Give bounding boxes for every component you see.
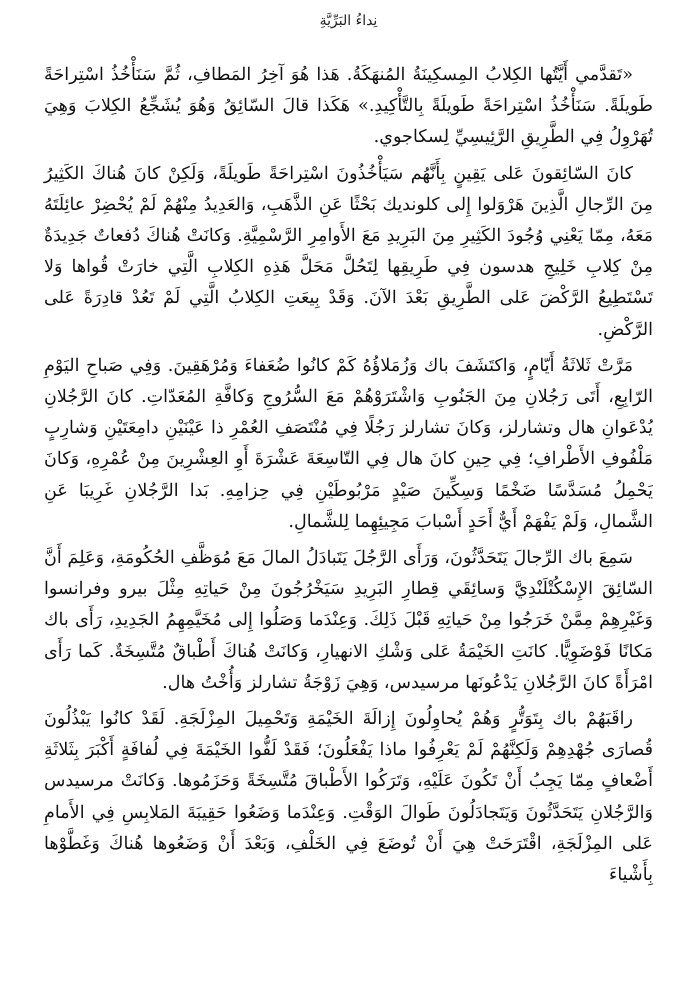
paragraph-5: راقَبَهُمْ باك بِتَوَتُّرٍ وَهُمْ يُحاوِلُونَ إِزالَةَ الخَيْمَةِ وَتَحْمِيلَ المِزْلَجَةِ. لَقَدْ كانُوا يَبْذُلُونَ قُصارَى جُهْدِهِمْ وَلَكِنَّهُمْ لَمْ يَعْرِفُوا ماذا يَفْعَلُونَ؛ فَقَدْ لَفُّوا الخَيْمَةَ فِي لُفافَةٍ أَكْبَرَ بِثَلاثَةِ أَضْعافٍ مِمّا يَجِبُ أَنْ تَكُونَ عَلَيْهِ، وَتَرَكُوا الأَطْباقَ مُتَّسِخَةً وَحَزَمُوها. وَكانَتْ مرسيدس وَالرَّجُلانِ يَتَحَدَّثُونَ وَيَتَجادَلُونَ طَوالَ الوَقْتِ. وَعِنْدَما وَضَعُوا حَقِيبَةَ المَلابِسِ فِي الأَمامِ عَلى المِزْلَجَةِ، اقْتَرَحَتْ هِيَ أَنْ تُوضَعَ فِي الخَلْفِ، وَبَعْدَ أَنْ وَضَعُوها هُناكَ وَغَطَّوْها بِأَشْياءَ: [44, 709, 653, 886]
running-title: نِداءُ البَرِّيَّةِ: [319, 13, 378, 29]
paragraph-2: كانَ السّائِقونَ عَلى يَقِينٍ بِأَنَّهُم سَيَأْخُذُونَ اسْتِراحَةً طَويلَةً، وَلَكِنْ كانَ هُناكَ الكَثِيرُ مِنَ الرِّجالِ الَّذِينَ هَرْوَلوا إِلى كلونديك بَحْثًا عَنِ الذَّهَبِ، وَالعَدِيدُ مِنْهُمْ لَمْ يُحْضِرْ عائِلَتَهُ مَعَهُ، مِمّا يَعْنِي وُجُودَ الكَثِيرِ مِنَ البَرِيدِ مَعَ الأَوامِرِ الرَّسْمِيَّةِ. وَكانَتْ هُناكَ دُفعاتٌ جَدِيدَةٌ مِنْ كِلابِ خَلِيجِ هدسون فِي طَرِيقِها لِتَحُلَّ مَحَلَّ هَذِهِ الكِلابِ الَّتِي خارَتْ قُواها وَلا تَسْتَطِيعُ الرَّكْضَ عَلى الطَّرِيقِ بَعْدَ الآنَ. وَقَدْ بِيعَتِ الكِلابُ الَّتِي لَمْ تَعُدْ قادِرَةً عَلى الرَّكْضِ.: [44, 163, 653, 340]
paragraph-1: «تَقدَّمي أَيَّتُها الكِلابُ المِسكِينَةُ المُنهَكَةُ. هَذا هُوَ آخِرُ المَطافِ، ثُمَّ سَنَأْخُذُ اسْتِراحَةً طَويلَةً. سَنَأْخُذُ اسْتِراحَةً طَويلَةً بِالتَّأْكِيدِ.» هَكَذا قالَ السّائِقُ وَهُوَ يُشَجِّعُ الكِلابَ وَهِيَ تُهَرْوِلُ فِي الطَّرِيقِ الرَّئِيسِيِّ لِسكاجوي.: [44, 65, 653, 148]
paragraph-3: مَرَّتْ ثَلاثَةُ أَيّامٍ، وَاكتَشَفَ باك وَزُمَلاؤُهُ كَمْ كانُوا ضُعَفاءَ وَمُرْهَقِينَ. وَفِي صَباحِ اليَوْمِ الرّابِعِ، أَتَى رَجُلانِ مِنَ الجَنُوبِ وَاشْتَرَوْهُمْ مَعَ السُّرُوجِ وَكافَّةِ المُعَدّاتِ. كانَ الرَّجُلانِ يُدْعَوانِ هال وتشارلز، وَكانَ تشارلز رَجُلًا فِي مُنْتَصَفِ العُمْرِ ذا عَيْنَيْنِ دامِعَتَيْنِ وَشارِبٍ مَلْفُوفِ الأَطْرافِ؛ فِي حِينِ كانَ هال فِي التّاسِعَةَ عَشْرَةَ أَوِ العِشْرِينَ مِنْ عُمْرِهِ، وَكانَ يَحْمِلُ مُسَدَّسًا ضَخْمًا وَسِكِّينَ صَيْدٍ مَرْبُوطَيْنِ فِي حِزامِهِ. بَدا الرَّجُلانِ غَرِيبَا عَنِ الشَّمالِ، وَلَمْ يَفْهَمْ أَيٌّ أَحَدٍ أَسْبابَ مَجِيئِهِما لِلشَّمالِ.: [44, 355, 653, 532]
paragraph-4: سَمِعَ باك الرِّجالَ يَتَحَدَّثُونَ، وَرَأَى الرَّجُلَ يَتَبادَلُ المالَ مَعَ مُوَظَّفِ الحُكُومَةِ، وَعَلِمَ أَنَّ السّائِقَ الإِسْكُتْلَنْدِيَّ وَسائِقَي قِطارِ البَرِيدِ سَيَخْرُجُونَ مِنْ حَياتِهِ مِثْلَ بيرو وفرانسوا وَغَيْرِهِمْ مِمَّنْ خَرَجُوا مِنْ حَياتِهِ قَبْلَ ذَلِكَ. وَعِنْدَما وَصَلُوا إِلى مُخَيَّمِهِمُ الجَدِيدِ، رَأَى باك مَكانًا فَوْضَوِيًّا. كانَتِ الخَيْمَةُ عَلى وَشْكِ الانهيارِ، وَكانَتْ هُناكَ أَطْباقٌ مُتَّسِخَةٌ. كَما رَأَى امْرَأَةً كانَ الرَّجُلانِ يَدْعُونَها مرسيدس، وَهِيَ زَوْجَةُ تشارلز وَأُخْتُ هال.: [44, 548, 653, 693]
